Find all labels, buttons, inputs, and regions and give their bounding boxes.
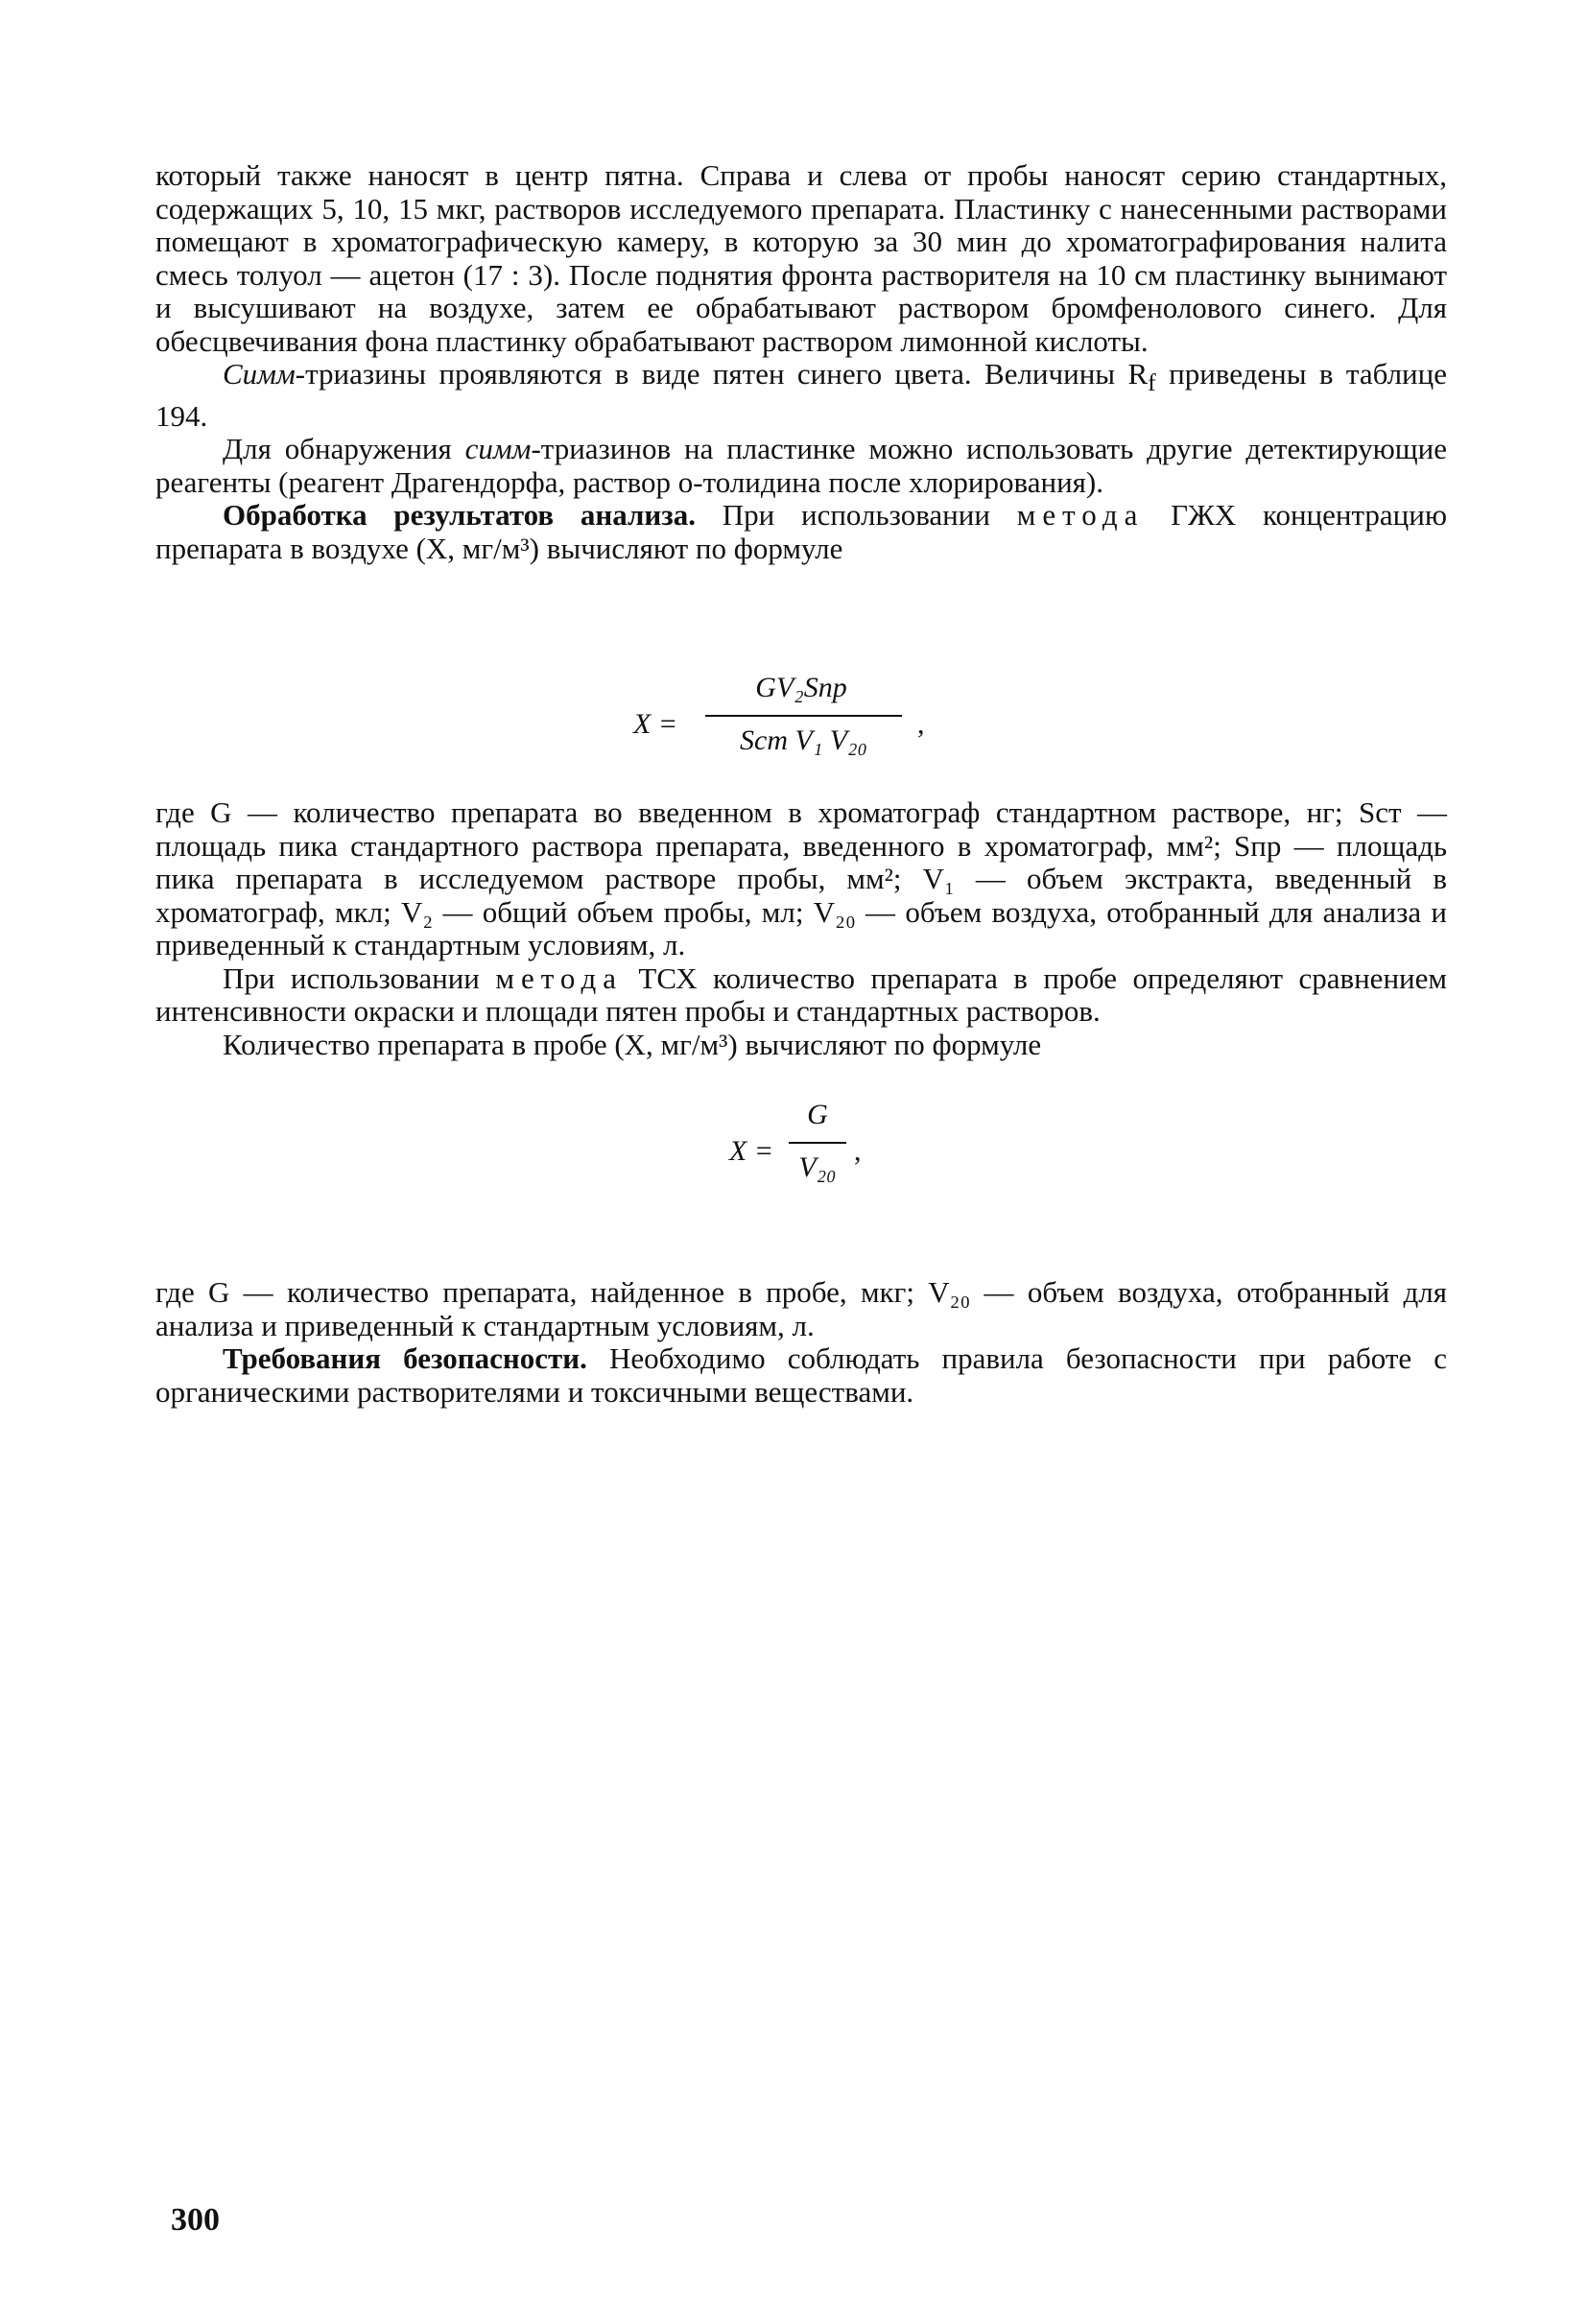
paragraph-text: ГЖХ концентрацию препарата в воздухе (X, мг/м³) вычисляют по формуле (155, 498, 1448, 565)
paragraph-detection-reagents (155, 433, 1447, 499)
text-block-bottom (155, 1276, 1447, 1409)
section-heading: Требования безопасности. (223, 1341, 587, 1375)
paragraph-tlc-method (155, 962, 1447, 1029)
paragraph-gc-definitions: где G — количество препарата во введенном в хроматограф стандартном растворе, нг; Sст — площадь пика стандартного раствора препарата, введенного в хроматограф, мм²; Sпр — площадь пика препарата в исследуемом растворе пробы, мм²; V₁ — объем экстракта, введенный в хроматограф, мкл; V₂ — общий объем пробы, мл; V₂₀ — объем воздуха, отобранный для анализа и приведенный к стандартным условиям, л. (155, 795, 1447, 961)
paragraph-text: приведены в таблице 194. (155, 357, 1447, 433)
text-block-middle (155, 796, 1447, 1061)
formula-lhs: X = (633, 708, 678, 740)
formula-tlc (729, 1099, 883, 1204)
paragraph-text: При использовании (696, 498, 1017, 533)
spaced-word: метода (495, 960, 623, 995)
paragraph-results-gc (155, 499, 1447, 565)
paragraph-text: -триазинов на пластинке можно использовать другие детектирующие реагенты (реагент Драгендорфа, раствор о-толидина после хлорирования). (155, 432, 1447, 499)
formula-numerator: GV₂Sпр (755, 672, 847, 703)
formula-comma: , (917, 708, 925, 740)
text-block-top (155, 159, 1447, 565)
formula-denominator: Sст V₁ V₂₀ (740, 724, 867, 756)
fraction-bar (789, 1142, 846, 1144)
spaced-word: метода (1016, 498, 1145, 533)
symm-italic: Симм (223, 357, 296, 391)
formula-gc (633, 672, 950, 777)
paragraph-text: Необходимо соблюдать правила безопасности при работе с органическими растворителями и токсичными веществами. (155, 1341, 1447, 1409)
page-number: 300 (171, 2202, 220, 2238)
paragraph-text: -триазины проявляются в виде пятен синего цвета. Величины R (295, 357, 1149, 391)
paragraph-safety (155, 1342, 1447, 1409)
fraction-bar (705, 715, 902, 717)
symm-italic: симм (464, 432, 532, 466)
formula-lhs: X = (729, 1135, 774, 1167)
section-heading: Обработка результатов анализа. (223, 498, 696, 533)
rf-subscript: f (1148, 368, 1156, 397)
formula-comma: , (854, 1135, 862, 1167)
formula-denominator: V₂₀ (798, 1151, 837, 1183)
paragraph-tlc-definitions: где G — количество препарата, найденное в пробе, мкг; V₂₀ — объем воздуха, отобранный для анализа и приведенный к стандартным условиям, л. (155, 1275, 1447, 1342)
paragraph-rf-values (155, 358, 1447, 433)
paragraph-tlc-formula-intro: Количество препарата в пробе (X, мг/м³) вычисляют по формуле (223, 1027, 1042, 1061)
paragraph-text: При использовании (223, 960, 496, 995)
paragraph-text: Для обнаружения (223, 432, 465, 466)
paragraph-text: ТСХ количество препарата в пробе определяют сравнением интенсивности окраски и площади пятен пробы и стандартных растворов. (155, 960, 1447, 1028)
formula-numerator: G (807, 1099, 828, 1130)
paragraph-tlc-procedure: который также наносят в центр пятна. Справа и слева от пробы наносят серию стандартных, содержащих 5, 10, 15 мкг, растворов исследуемого препарата. Пластинку с нанесенными растворами помещают в хроматографическую камеру, в которую за 30 мин до хроматографирования налита смесь толуол — ацетон (17 : 3). После поднятия фронта растворителя на 10 см пластинку вынимают и высушивают на воздухе, затем ее обрабатывают раствором бромфенолового синего. Для обесцвечивания фона пластинку обрабатывают раствором лимонной кислоты. (155, 158, 1447, 358)
